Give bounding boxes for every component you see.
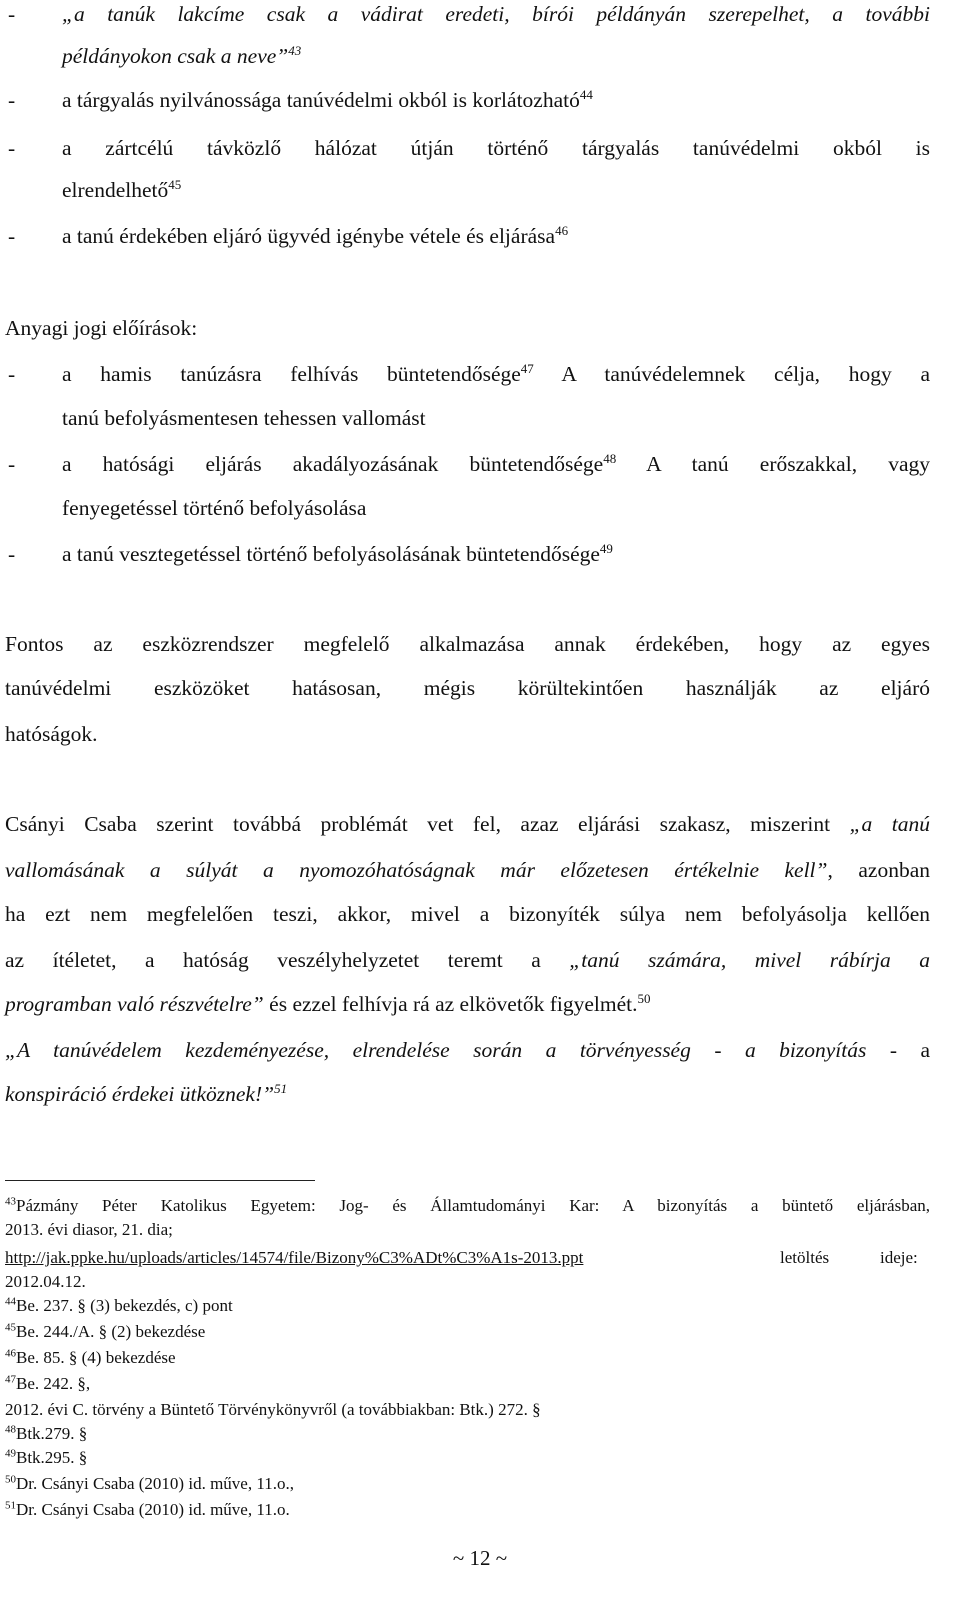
material-bullet-2-line-1: a hatósági eljárás akadályozásának büntetendősége$^{48}$ A tanú erőszakkal, vagy (62, 450, 930, 476)
bullet-dash: - (8, 2, 16, 26)
material-bullet-3: a tanú vesztegetéssel történő befolyásolásának büntetendősége$^{49}$ (62, 540, 613, 566)
paragraph-2-line-1: Csányi Csaba szerint továbbá problémát vet fel, azaz eljárási szakasz, miszerint „a tanú (5, 812, 930, 836)
footnote-ref-50[interactable]: 50 (637, 990, 651, 1006)
footnote-43-line-1: $^{43}$Pázmány Péter Katolikus Egyetem: Jog- és Államtudományi Kar: A bizonyítás a büntető eljárásban, (5, 1195, 930, 1215)
paragraph-1-line-2: tanúvédelmi eszközöket hatásosan, mégis körültekintően használják az eljáró (5, 676, 930, 700)
paragraph-2-line-7: konspiráció érdekei ütköznek!”$^{51}$ (5, 1080, 288, 1106)
footnote-49: $^{49}$Btk.295. § (5, 1447, 88, 1467)
bullet-3-line-2: elrendelhető$^{45}$ (62, 176, 182, 202)
footnote-48: $^{48}$Btk.279. § (5, 1423, 88, 1443)
material-bullet-1-line-1: a hamis tanúzásra felhívás büntetendősége$^{47}$ A tanúvédelemnek célja, hogy a (62, 360, 930, 386)
paragraph-2-line-5: programban való részvételre” és ezzel felhívja rá az elkövetők figyelmét.$^{50}$ (5, 990, 651, 1016)
footnote-ref-48[interactable]: 48 (603, 450, 617, 466)
footnote-ref-47[interactable]: 47 (520, 360, 534, 376)
footnote-45: $^{45}$Be. 244./A. § (2) bekezdése (5, 1321, 206, 1341)
page-number: ~ 12 ~ (452, 1546, 508, 1570)
footnote-43-download-label: letöltés (780, 1248, 830, 1267)
footnote-ref-44[interactable]: 44 (579, 86, 593, 102)
bullet-dash: - (8, 136, 16, 160)
paragraph-2-line-2: vallomásának a súlyát a nyomozóhatóságnak már előzetesen értékelnie kell”, azonban (5, 858, 930, 882)
paragraph-2-line-4: az ítéletet, a hatóság veszélyhelyzetet teremt a „tanú számára, mivel rábírja a (5, 948, 930, 972)
bullet-2: a tárgyalás nyilvánossága tanúvédelmi okból is korlátozható$^{44}$ (62, 86, 593, 112)
paragraph-2-line-6: „A tanúvédelem kezdeményezése, elrendelése során a törvényesség - a bizonyítás - a (5, 1038, 930, 1062)
footnote-43-link[interactable]: http://jak.ppke.hu/uploads/articles/14574/file/Bizony%C3%ADt%C3%A1s-2013.ppt (5, 1248, 584, 1267)
footnote-47-line-2: 2012. évi C. törvény a Büntető Törvénykönyvről (a továbbiakban: Btk.) 272. § (5, 1400, 541, 1419)
footnote-50: $^{50}$Dr. Csányi Csaba (2010) id. műve, 11.o., (5, 1473, 294, 1493)
footnote-ref-51[interactable]: 51 (274, 1080, 288, 1096)
footnote-44: $^{44}$Be. 237. § (3) bekezdés, c) pont (5, 1295, 233, 1315)
footnote-ref-45[interactable]: 45 (168, 176, 182, 192)
paragraph-1-line-1: Fontos az eszközrendszer megfelelő alkalmazása annak érdekében, hogy az egyes (5, 632, 930, 656)
footnote-43-date-label: ideje: (880, 1248, 918, 1267)
bullet-1-line-2: példányokon csak a neve”$^{43}$ (62, 42, 302, 68)
bullet-4: a tanú érdekében eljáró ügyvéd igénybe vétele és eljárása$^{46}$ (62, 222, 569, 248)
footnote-43-date: 2012.04.12. (5, 1272, 86, 1291)
footnote-46: $^{46}$Be. 85. § (4) bekezdése (5, 1347, 176, 1367)
footnote-51: $^{51}$Dr. Csányi Csaba (2010) id. műve, 11.o. (5, 1499, 290, 1519)
material-bullet-2-line-2: fenyegetéssel történő befolyásolása (62, 496, 367, 520)
paragraph-2-line-3: ha ezt nem megfelelően teszi, akkor, mivel a bizonyíték súlya nem befolyásolja kellően (5, 902, 930, 926)
footnote-43-line-2: 2013. évi diasor, 21. dia; (5, 1220, 173, 1239)
bullet-dash: - (8, 542, 16, 566)
section-heading: Anyagi jogi előírások: (5, 316, 198, 340)
footnote-separator (5, 1180, 315, 1181)
paragraph-1-line-3: hatóságok. (5, 722, 98, 746)
footnote-47: $^{47}$Be. 242. §, (5, 1373, 91, 1393)
bullet-3-line-1: a zártcélú távközlő hálózat útján történő tárgyalás tanúvédelmi okból is (62, 136, 930, 160)
material-bullet-1-line-2: tanú befolyásmentesen tehessen vallomást (62, 406, 426, 430)
bullet-1-line-1: „a tanúk lakcíme csak a vádirat eredeti, bírói példányán szerepelhet, a további (62, 2, 930, 26)
bullet-dash: - (8, 224, 16, 248)
footnote-ref-49[interactable]: 49 (599, 540, 613, 556)
bullet-dash: - (8, 362, 16, 386)
footnote-ref-46[interactable]: 46 (555, 222, 569, 238)
bullet-dash: - (8, 452, 16, 476)
footnote-ref-43[interactable]: 43 (288, 42, 302, 58)
bullet-dash: - (8, 88, 16, 112)
